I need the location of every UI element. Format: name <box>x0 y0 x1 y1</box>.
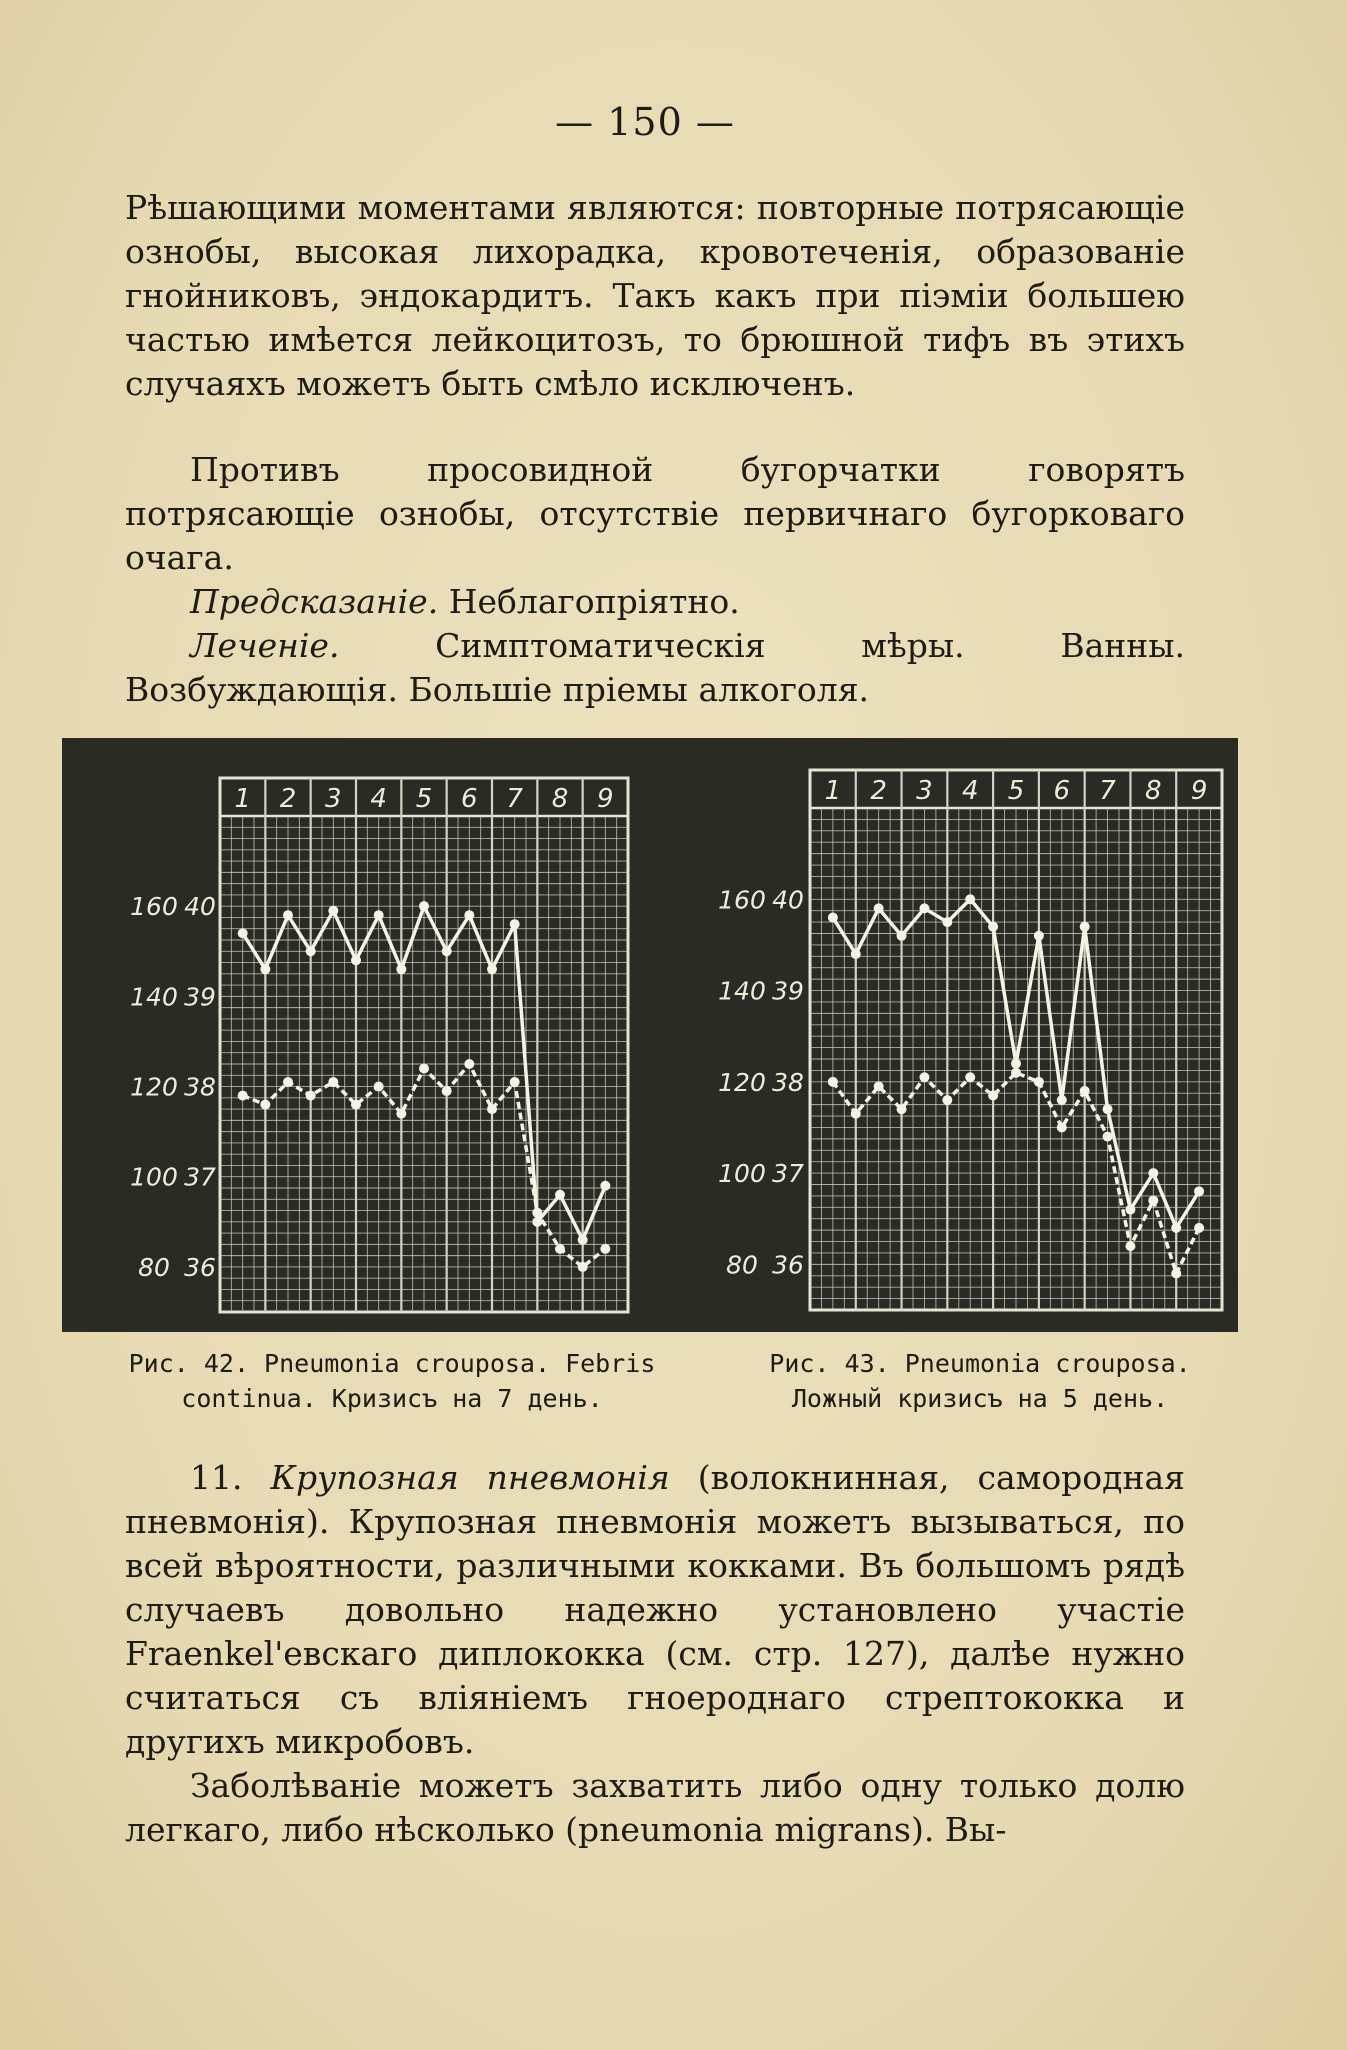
temperature-point <box>1194 1186 1204 1196</box>
temperature-point <box>374 910 384 920</box>
day-label: 5 <box>1007 776 1025 806</box>
pulse-point <box>510 1077 520 1087</box>
temperature-point <box>851 949 861 959</box>
pulse-tick: 100 <box>130 1162 178 1192</box>
pulse-point <box>1080 1086 1090 1096</box>
pulse-point <box>1125 1241 1135 1251</box>
temp-tick: 36 <box>772 1250 804 1280</box>
temperature-point <box>578 1235 588 1245</box>
paragraph-pneumonia <box>125 1456 1185 1764</box>
pulse-point <box>1194 1223 1204 1233</box>
temperature-point <box>897 931 907 941</box>
chart-1 <box>130 778 628 1312</box>
prognosis-text: Неблагопріятно. <box>438 582 740 621</box>
pulse-point <box>464 1059 474 1069</box>
section-number: 11. <box>190 1458 271 1497</box>
pneumonia-text: (волокнинная, самородная пневмонія). Крупозная пневмонія можетъ вызываться, по всей вѣроятности, различными кокками. Въ большомъ рядѣ случаевъ довольно надежно установлено участіе Fraenkel'евскаго диплококка (см. стр. 127), далѣе нужно считаться съ вліяніемъ гноероднаго стрептококка и другихъ микробовъ. <box>125 1458 1185 1761</box>
caption-fig-43-line-2: Ложный кризисъ на 5 день. <box>791 1384 1169 1413</box>
temperature-point <box>351 955 361 965</box>
pulse-point <box>965 1072 975 1082</box>
temperature-charts <box>62 738 1238 1332</box>
temperature-point <box>396 964 406 974</box>
paragraph-1 <box>125 186 1185 406</box>
page-number: — 150 — <box>555 100 735 144</box>
prognosis-heading: Предсказаніе. <box>190 582 439 621</box>
temperature-point <box>1011 1059 1021 1069</box>
day-label: 8 <box>551 784 569 814</box>
day-label: 3 <box>325 784 342 814</box>
pulse-point <box>1057 1122 1067 1132</box>
temp-tick: 38 <box>184 1072 216 1102</box>
temperature-point <box>942 917 952 927</box>
day-label: 4 <box>370 784 387 814</box>
temperature-point <box>283 910 293 920</box>
pulse-point <box>1103 1132 1113 1142</box>
pulse-point <box>600 1244 610 1254</box>
pulse-point <box>283 1077 293 1087</box>
temperature-point <box>1125 1205 1135 1215</box>
pulse-tick: 80 <box>138 1252 170 1282</box>
temperature-point <box>419 901 429 911</box>
pulse-point <box>1171 1268 1181 1278</box>
pulse-tick: 140 <box>130 982 178 1012</box>
temperature-point <box>555 1190 565 1200</box>
paragraph-treatment <box>125 624 1185 712</box>
temperature-point <box>1103 1104 1113 1114</box>
pulse-point <box>260 1100 270 1110</box>
pulse-tick: 80 <box>726 1250 758 1280</box>
temperature-point <box>510 919 520 929</box>
day-label: 5 <box>415 784 433 814</box>
temperature-point <box>600 1181 610 1191</box>
temp-tick: 40 <box>184 892 216 922</box>
temperature-point <box>260 964 270 974</box>
pulse-point <box>306 1091 316 1101</box>
temp-tick: 40 <box>772 885 804 915</box>
temperature-point <box>1034 931 1044 941</box>
treatment-text: Симптоматическія мѣры. Ванны. Возбуждающія. Большіе пріемы алкоголя. <box>125 626 1185 709</box>
pulse-point <box>238 1091 248 1101</box>
pulse-tick: 140 <box>718 976 766 1006</box>
pulse-point <box>1034 1077 1044 1087</box>
paragraph-2-text: Противъ просовидной бугорчатки говорятъ потрясающіе ознобы, отсутствіе первичнаго бугорковаго очага. <box>125 450 1185 577</box>
pulse-point <box>396 1109 406 1119</box>
caption-fig-43-line-1: Рис. 43. Pneumonia crouposa. <box>769 1349 1191 1378</box>
day-label: 4 <box>961 776 979 806</box>
day-label: 2 <box>279 784 297 814</box>
temp-tick: 36 <box>184 1252 216 1282</box>
pulse-point <box>532 1208 542 1218</box>
day-label: 2 <box>870 776 887 806</box>
pulse-tick: 160 <box>718 885 766 915</box>
day-label: 1 <box>234 784 251 814</box>
pulse-point <box>487 1104 497 1114</box>
pulse-tick: 120 <box>718 1067 766 1097</box>
last-paragraph-text: Заболѣваніе можетъ захватить либо одну только долю легкаго, либо нѣсколько (pneumonia migrans). Вы- <box>125 1766 1185 1849</box>
temperature-point <box>919 903 929 913</box>
temperature-point <box>306 946 316 956</box>
pulse-point <box>988 1091 998 1101</box>
temperature-point <box>1080 922 1090 932</box>
pulse-point <box>874 1081 884 1091</box>
day-label: 8 <box>1145 776 1162 806</box>
day-label: 1 <box>824 776 842 806</box>
temperature-point <box>442 946 452 956</box>
temperature-point <box>238 928 248 938</box>
day-label: 6 <box>461 784 478 814</box>
temperature-point <box>874 903 884 913</box>
pulse-point <box>942 1095 952 1105</box>
paragraph-2 <box>125 448 1185 580</box>
temperature-point <box>532 1217 542 1227</box>
pulse-point <box>1011 1068 1021 1078</box>
pulse-point <box>897 1104 907 1114</box>
paragraph-prognosis <box>125 580 1185 624</box>
pulse-point <box>828 1077 838 1087</box>
figure-plate <box>62 738 1238 1332</box>
temperature-point <box>1148 1168 1158 1178</box>
pulse-point <box>442 1086 452 1096</box>
temperature-point <box>965 894 975 904</box>
paragraph-last <box>125 1764 1185 1852</box>
pulse-point <box>919 1072 929 1082</box>
temp-tick: 37 <box>772 1159 804 1189</box>
section-heading: Крупозная пневмонія <box>270 1458 670 1497</box>
pulse-point <box>578 1262 588 1272</box>
temp-tick: 37 <box>184 1162 216 1192</box>
caption-fig-43 <box>730 1346 1230 1416</box>
paragraph-1-text: Рѣшающими моментами являются: повторные потрясающіе ознобы, высокая лихорадка, кровотеченія, образованіе гнойниковъ, эндокардитъ. Такъ какъ при піэміи большею частью имѣется лейкоцитозъ, то брюшной тифъ въ этихъ случаяхъ можетъ быть смѣло исключенъ. <box>125 188 1185 403</box>
temperature-point <box>828 913 838 923</box>
temperature-point <box>464 910 474 920</box>
caption-fig-42-line-1: Рис. 42. Pneumonia crouposa. Febris <box>128 1349 656 1378</box>
pulse-point <box>555 1244 565 1254</box>
pulse-point <box>1148 1195 1158 1205</box>
caption-fig-42-line-2: continua. Кризисъ на 7 день. <box>181 1384 603 1413</box>
temp-tick: 39 <box>184 982 216 1012</box>
treatment-heading: Леченіе. <box>190 626 340 665</box>
day-label: 7 <box>1099 776 1116 806</box>
pulse-point <box>419 1064 429 1074</box>
pulse-tick: 120 <box>130 1072 178 1102</box>
temp-tick: 39 <box>772 976 804 1006</box>
day-label: 9 <box>597 784 614 814</box>
day-label: 7 <box>506 784 523 814</box>
pulse-point <box>374 1082 384 1092</box>
temperature-point <box>1057 1095 1067 1105</box>
pulse-tick: 160 <box>130 892 178 922</box>
chart-2 <box>718 770 1222 1310</box>
temp-tick: 38 <box>772 1067 804 1097</box>
pulse-tick: 100 <box>718 1159 766 1189</box>
caption-fig-42 <box>82 1346 702 1416</box>
pulse-point <box>851 1109 861 1119</box>
pulse-point <box>328 1077 338 1087</box>
temperature-point <box>1171 1223 1181 1233</box>
day-label: 6 <box>1053 776 1071 806</box>
pulse-point <box>351 1100 361 1110</box>
temperature-point <box>487 964 497 974</box>
temperature-point <box>328 906 338 916</box>
day-label: 9 <box>1190 776 1208 806</box>
temperature-point <box>988 922 998 932</box>
day-label: 3 <box>916 776 933 806</box>
